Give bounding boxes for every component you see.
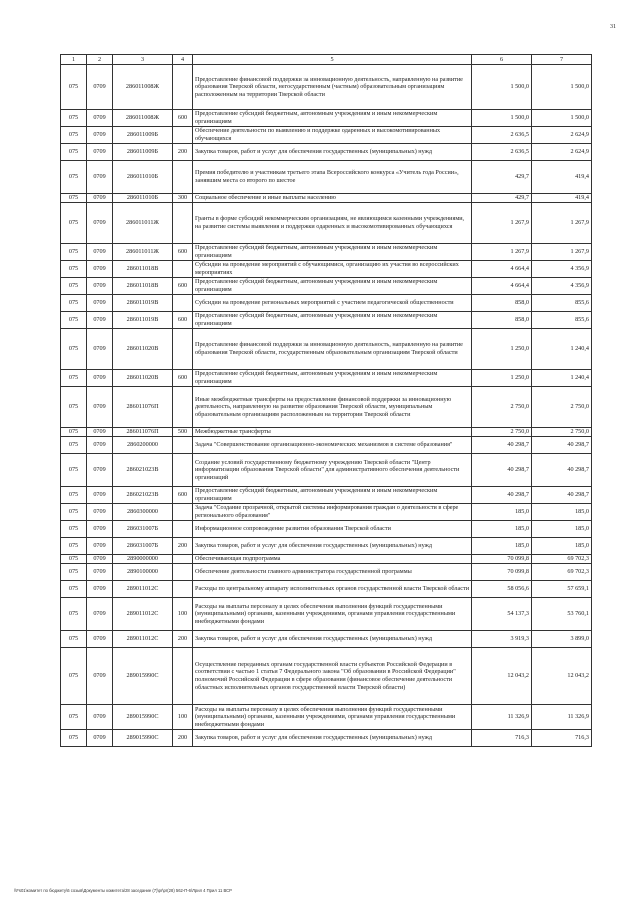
cell-approved-amount: 1 250,0 — [472, 370, 532, 387]
table-row — [61, 110, 592, 127]
cell-admin-code: 075 — [61, 487, 87, 504]
cell-admin-code: 075 — [61, 312, 87, 329]
table-row — [61, 312, 592, 329]
cell-expense-type: 200 — [173, 631, 193, 648]
cell-expense-type — [173, 521, 193, 538]
cell-section-code: 0709 — [87, 730, 113, 747]
column-header: 3 — [113, 55, 173, 65]
cell-expense-type — [173, 437, 193, 454]
table-row — [61, 161, 592, 194]
cell-target-article: 286011018В — [113, 261, 173, 278]
table-row — [61, 194, 592, 203]
table-row — [61, 278, 592, 295]
cell-executed-amount: 1 240,4 — [532, 329, 592, 370]
cell-executed-amount: 1 240,4 — [532, 370, 592, 387]
cell-description: Осуществление переданных органам государственной власти субъектов Российской Федерации в соответствии с частью 1 статьи 7 Федерального закона "Об образовании в Российской Федерации" полномочий Российской Федерации в сфере образования (финансовое обеспечение деятельности областных исполнительных органов государственной власти Тверской области) — [193, 648, 472, 705]
cell-executed-amount: 69 702,3 — [532, 564, 592, 581]
cell-approved-amount: 858,0 — [472, 312, 532, 329]
cell-admin-code: 075 — [61, 705, 87, 730]
cell-target-article: 286011011Ж — [113, 203, 173, 244]
cell-executed-amount: 1 500,0 — [532, 110, 592, 127]
cell-executed-amount: 3 899,0 — [532, 631, 592, 648]
cell-target-article: 286011011Ж — [113, 244, 173, 261]
cell-executed-amount: 69 702,3 — [532, 555, 592, 564]
cell-expense-type: 200 — [173, 538, 193, 555]
cell-section-code: 0709 — [87, 161, 113, 194]
cell-approved-amount: 185,0 — [472, 538, 532, 555]
cell-executed-amount: 57 659,1 — [532, 581, 592, 598]
cell-section-code: 0709 — [87, 144, 113, 161]
cell-description: Предоставление субсидий бюджетным, автономным учреждениям и иным некоммерческим организациям — [193, 487, 472, 504]
cell-executed-amount: 419,4 — [532, 194, 592, 203]
cell-section-code: 0709 — [87, 203, 113, 244]
cell-target-article: 2860300000 — [113, 504, 173, 521]
table-row — [61, 127, 592, 144]
cell-executed-amount: 40 298,7 — [532, 437, 592, 454]
table-row — [61, 370, 592, 387]
cell-section-code: 0709 — [87, 598, 113, 631]
cell-executed-amount: 2 624,9 — [532, 144, 592, 161]
cell-approved-amount: 185,0 — [472, 521, 532, 538]
cell-approved-amount: 12 043,2 — [472, 648, 532, 705]
cell-executed-amount: 4 356,9 — [532, 261, 592, 278]
cell-admin-code: 075 — [61, 555, 87, 564]
cell-expense-type — [173, 564, 193, 581]
cell-expense-type: 200 — [173, 730, 193, 747]
cell-executed-amount: 2 750,0 — [532, 428, 592, 437]
cell-section-code: 0709 — [87, 631, 113, 648]
cell-description: Расходы по центральному аппарату исполнительных органов государственной власти Тверской области — [193, 581, 472, 598]
cell-target-article: 289011012С — [113, 631, 173, 648]
cell-description: Предоставление финансовой поддержки за инновационную деятельность, направленную на развитие образования Тверской области, государственным образовательным организациям Тверской области — [193, 329, 472, 370]
cell-expense-type — [173, 387, 193, 428]
cell-executed-amount: 2 624,9 — [532, 127, 592, 144]
cell-description: Задача "Создание прозрачной, открытой системы информирования граждан о деятельности в сфере регионального образования" — [193, 504, 472, 521]
cell-section-code: 0709 — [87, 110, 113, 127]
table-row — [61, 705, 592, 730]
cell-approved-amount: 54 137,3 — [472, 598, 532, 631]
cell-section-code: 0709 — [87, 387, 113, 428]
cell-description: Субсидии на проведение мероприятий с обучающимися, организацию их участия во всероссийских мероприятиях — [193, 261, 472, 278]
cell-approved-amount: 40 298,7 — [472, 437, 532, 454]
cell-admin-code: 075 — [61, 631, 87, 648]
cell-expense-type: 600 — [173, 110, 193, 127]
cell-executed-amount: 855,6 — [532, 295, 592, 312]
cell-executed-amount: 11 326,9 — [532, 705, 592, 730]
cell-target-article: 286011076П — [113, 428, 173, 437]
cell-approved-amount: 185,0 — [472, 504, 532, 521]
cell-target-article: 2890100000 — [113, 564, 173, 581]
column-header: 2 — [87, 55, 113, 65]
table-row — [61, 65, 592, 110]
cell-target-article: 286011009Б — [113, 144, 173, 161]
column-header: 1 — [61, 55, 87, 65]
cell-description: Предоставление субсидий бюджетным, автономным учреждениям и иным некоммерческим организациям — [193, 370, 472, 387]
cell-admin-code: 075 — [61, 564, 87, 581]
table-header-row — [61, 55, 592, 65]
table-row — [61, 631, 592, 648]
cell-executed-amount: 855,6 — [532, 312, 592, 329]
cell-admin-code: 075 — [61, 203, 87, 244]
table-row — [61, 730, 592, 747]
cell-admin-code: 075 — [61, 127, 87, 144]
cell-description: Предоставление субсидий бюджетным, автономным учреждениям и иным некоммерческим организациям — [193, 244, 472, 261]
cell-description: Социальное обеспечение и иные выплаты населению — [193, 194, 472, 203]
table-row — [61, 538, 592, 555]
cell-expense-type — [173, 454, 193, 487]
table-row — [61, 428, 592, 437]
cell-expense-type — [173, 161, 193, 194]
cell-description: Обеспечение деятельности по выявлению и поддержке одаренных и высокомотивированных обучающихся — [193, 127, 472, 144]
cell-target-article: 289011012С — [113, 598, 173, 631]
table-row — [61, 555, 592, 564]
cell-target-article: 286021023В — [113, 487, 173, 504]
cell-section-code: 0709 — [87, 521, 113, 538]
cell-target-article: 289015990С — [113, 730, 173, 747]
cell-target-article: 286011020В — [113, 370, 173, 387]
table-row — [61, 564, 592, 581]
cell-expense-type — [173, 127, 193, 144]
cell-section-code: 0709 — [87, 329, 113, 370]
table-row — [61, 144, 592, 161]
cell-admin-code: 075 — [61, 504, 87, 521]
cell-executed-amount: 4 356,9 — [532, 278, 592, 295]
cell-executed-amount: 40 298,7 — [532, 454, 592, 487]
cell-expense-type — [173, 648, 193, 705]
table-row — [61, 598, 592, 631]
cell-expense-type — [173, 581, 193, 598]
cell-approved-amount: 1 250,0 — [472, 329, 532, 370]
cell-description: Задача "Совершенствование организационно-экономических механизмов в системе образования" — [193, 437, 472, 454]
table-row — [61, 581, 592, 598]
cell-section-code: 0709 — [87, 487, 113, 504]
cell-expense-type: 200 — [173, 144, 193, 161]
cell-admin-code: 075 — [61, 161, 87, 194]
column-header: 5 — [193, 55, 472, 65]
page-number: 31 — [610, 24, 616, 30]
cell-approved-amount: 1 267,9 — [472, 203, 532, 244]
cell-approved-amount: 70 099,8 — [472, 555, 532, 564]
cell-target-article: 289015990С — [113, 648, 173, 705]
column-header: 6 — [472, 55, 532, 65]
cell-section-code: 0709 — [87, 370, 113, 387]
cell-section-code: 0709 — [87, 555, 113, 564]
column-header: 7 — [532, 55, 592, 65]
cell-target-article: 286011008Ж — [113, 110, 173, 127]
cell-approved-amount: 429,7 — [472, 194, 532, 203]
cell-description: Информационное сопровождение развития образования Тверской области — [193, 521, 472, 538]
cell-executed-amount: 40 298,7 — [532, 487, 592, 504]
cell-executed-amount: 1 500,0 — [532, 65, 592, 110]
cell-description: Закупка товаров, работ и услуг для обеспечения государственных (муниципальных) нужд — [193, 144, 472, 161]
cell-admin-code: 075 — [61, 244, 87, 261]
cell-expense-type — [173, 504, 193, 521]
cell-approved-amount: 1 500,0 — [472, 65, 532, 110]
cell-admin-code: 075 — [61, 437, 87, 454]
cell-expense-type — [173, 65, 193, 110]
cell-executed-amount: 53 760,1 — [532, 598, 592, 631]
cell-target-article: 286031007Б — [113, 538, 173, 555]
cell-description: Предоставление субсидий бюджетным, автономным учреждениям и иным некоммерческим организациям — [193, 110, 472, 127]
cell-admin-code: 075 — [61, 65, 87, 110]
table-row — [61, 329, 592, 370]
cell-executed-amount: 185,0 — [532, 504, 592, 521]
cell-target-article: 286011076П — [113, 387, 173, 428]
table-row — [61, 437, 592, 454]
cell-expense-type — [173, 295, 193, 312]
cell-admin-code: 075 — [61, 648, 87, 705]
cell-description: Премия победителю и участникам третьего этапа Всероссийского конкурса «Учитель года России», занявшим места со второго по шестое — [193, 161, 472, 194]
cell-description: Межбюджетные трансферты — [193, 428, 472, 437]
cell-section-code: 0709 — [87, 705, 113, 730]
cell-executed-amount: 185,0 — [532, 538, 592, 555]
cell-section-code: 0709 — [87, 504, 113, 521]
cell-target-article: 289011012С — [113, 581, 173, 598]
cell-target-article: 286011019В — [113, 295, 173, 312]
cell-section-code: 0709 — [87, 454, 113, 487]
cell-target-article: 286011010Б — [113, 161, 173, 194]
cell-admin-code: 075 — [61, 730, 87, 747]
table-row — [61, 648, 592, 705]
cell-executed-amount: 185,0 — [532, 521, 592, 538]
cell-expense-type — [173, 329, 193, 370]
cell-description: Обеспечение деятельности главного администратора государственной программы — [193, 564, 472, 581]
cell-description: Закупка товаров, работ и услуг для обеспечения государственных (муниципальных) нужд — [193, 730, 472, 747]
table-row — [61, 244, 592, 261]
cell-admin-code: 075 — [61, 329, 87, 370]
cell-approved-amount: 70 099,8 — [472, 564, 532, 581]
cell-target-article: 286011009Б — [113, 127, 173, 144]
cell-section-code: 0709 — [87, 428, 113, 437]
column-header: 4 — [173, 55, 193, 65]
cell-section-code: 0709 — [87, 581, 113, 598]
cell-executed-amount: 1 267,9 — [532, 244, 592, 261]
cell-section-code: 0709 — [87, 538, 113, 555]
table-row — [61, 504, 592, 521]
cell-approved-amount: 11 326,9 — [472, 705, 532, 730]
cell-section-code: 0709 — [87, 648, 113, 705]
cell-approved-amount: 2 750,0 — [472, 387, 532, 428]
cell-target-article: 286021023В — [113, 454, 173, 487]
cell-admin-code: 075 — [61, 387, 87, 428]
cell-expense-type: 600 — [173, 370, 193, 387]
cell-description: Предоставление субсидий бюджетным, автономным учреждениям и иным некоммерческим организациям — [193, 312, 472, 329]
cell-expense-type: 600 — [173, 487, 193, 504]
cell-section-code: 0709 — [87, 312, 113, 329]
cell-description: Предоставление субсидий бюджетным, автономным учреждениям и иным некоммерческим организациям — [193, 278, 472, 295]
cell-expense-type — [173, 555, 193, 564]
cell-expense-type: 100 — [173, 598, 193, 631]
cell-admin-code: 075 — [61, 521, 87, 538]
cell-section-code: 0709 — [87, 244, 113, 261]
cell-section-code: 0709 — [87, 194, 113, 203]
table-row — [61, 521, 592, 538]
cell-section-code: 0709 — [87, 437, 113, 454]
cell-section-code: 0709 — [87, 295, 113, 312]
cell-approved-amount: 40 298,7 — [472, 487, 532, 504]
cell-approved-amount: 429,7 — [472, 161, 532, 194]
cell-description: Закупка товаров, работ и услуг для обеспечения государственных (муниципальных) нужд — [193, 631, 472, 648]
cell-approved-amount: 4 664,4 — [472, 261, 532, 278]
cell-approved-amount: 2 636,5 — [472, 144, 532, 161]
table-row — [61, 454, 592, 487]
cell-executed-amount: 12 043,2 — [532, 648, 592, 705]
cell-target-article: 286011010Б — [113, 194, 173, 203]
cell-target-article: 2860200000 — [113, 437, 173, 454]
cell-description: Предоставление финансовой поддержки за инновационную деятельность, направленную на развитие образования Тверской области, негосударственным (частным) образовательным организациям расположенным на территории Тверской области — [193, 65, 472, 110]
cell-admin-code: 075 — [61, 370, 87, 387]
table-row — [61, 261, 592, 278]
cell-expense-type — [173, 261, 193, 278]
cell-expense-type: 500 — [173, 428, 193, 437]
cell-executed-amount: 1 267,9 — [532, 203, 592, 244]
cell-executed-amount: 716,3 — [532, 730, 592, 747]
cell-admin-code: 075 — [61, 110, 87, 127]
cell-approved-amount: 858,0 — [472, 295, 532, 312]
cell-description: Расходы на выплаты персоналу в целях обеспечения выполнения функций государственными (муниципальными) органами, казенными учреждениями, органами управления государственными внебюджетными фондами — [193, 598, 472, 631]
cell-admin-code: 075 — [61, 581, 87, 598]
cell-target-article: 286011020В — [113, 329, 173, 370]
cell-admin-code: 075 — [61, 144, 87, 161]
cell-executed-amount: 419,4 — [532, 161, 592, 194]
cell-expense-type: 300 — [173, 194, 193, 203]
cell-admin-code: 075 — [61, 295, 87, 312]
cell-expense-type: 100 — [173, 705, 193, 730]
cell-section-code: 0709 — [87, 278, 113, 295]
cell-target-article: 286031007Б — [113, 521, 173, 538]
cell-section-code: 0709 — [87, 127, 113, 144]
table-row — [61, 203, 592, 244]
cell-section-code: 0709 — [87, 261, 113, 278]
cell-approved-amount: 40 298,7 — [472, 454, 532, 487]
cell-description: Иные межбюджетные трансферты на предоставление финансовой поддержки за инновационную деятельность, направленную на развитие образования Тверской области, муниципальным образовательным организациям расположенным на территории Тверской области — [193, 387, 472, 428]
cell-admin-code: 075 — [61, 428, 87, 437]
cell-approved-amount: 2 636,5 — [472, 127, 532, 144]
cell-description: Обеспечивающая подпрограмма — [193, 555, 472, 564]
cell-admin-code: 075 — [61, 598, 87, 631]
cell-expense-type: 600 — [173, 278, 193, 295]
table-row — [61, 295, 592, 312]
cell-expense-type: 600 — [173, 312, 193, 329]
cell-target-article: 286011008Ж — [113, 65, 173, 110]
cell-approved-amount: 716,3 — [472, 730, 532, 747]
footer-file-path: \\Fs01\комитет по бюджету\6 созыв\Документы комитета\28 заседание (7)\pr\pr(28) 562-П-6\Лрил 4 Прил 11 ВСР — [14, 888, 232, 893]
cell-description: Расходы на выплаты персоналу в целях обеспечения выполнения функций государственными (муниципальными) органами, казенными учреждениями, органами управления государственными внебюджетными фондами — [193, 705, 472, 730]
cell-admin-code: 075 — [61, 538, 87, 555]
cell-description: Субсидии на проведение региональных мероприятий с участием педагогической общественности — [193, 295, 472, 312]
table-row — [61, 387, 592, 428]
cell-approved-amount: 2 750,0 — [472, 428, 532, 437]
cell-approved-amount: 1 267,9 — [472, 244, 532, 261]
cell-admin-code: 075 — [61, 261, 87, 278]
cell-description: Гранты в форме субсидий некоммерческим организациям, не являющимся казенными учреждениями, на развитие системы выявления и поддержки одаренных и высокомотивированных обучающихся — [193, 203, 472, 244]
cell-expense-type — [173, 203, 193, 244]
cell-approved-amount: 1 500,0 — [472, 110, 532, 127]
cell-admin-code: 075 — [61, 454, 87, 487]
cell-description: Закупка товаров, работ и услуг для обеспечения государственных (муниципальных) нужд — [193, 538, 472, 555]
cell-section-code: 0709 — [87, 65, 113, 110]
budget-table — [60, 54, 592, 747]
cell-approved-amount: 3 919,3 — [472, 631, 532, 648]
cell-admin-code: 075 — [61, 194, 87, 203]
cell-target-article: 2890000000 — [113, 555, 173, 564]
cell-section-code: 0709 — [87, 564, 113, 581]
cell-approved-amount: 4 664,4 — [472, 278, 532, 295]
cell-description: Создание условий государственному бюджетному учреждению Тверской области "Центр информатизации образования Тверской области" для административного обеспечения деятельности организаций — [193, 454, 472, 487]
cell-admin-code: 075 — [61, 278, 87, 295]
table-row — [61, 487, 592, 504]
cell-target-article: 286011019В — [113, 312, 173, 329]
cell-executed-amount: 2 750,0 — [532, 387, 592, 428]
cell-expense-type: 600 — [173, 244, 193, 261]
cell-target-article: 286011018В — [113, 278, 173, 295]
cell-approved-amount: 58 056,6 — [472, 581, 532, 598]
cell-target-article: 289015990С — [113, 705, 173, 730]
